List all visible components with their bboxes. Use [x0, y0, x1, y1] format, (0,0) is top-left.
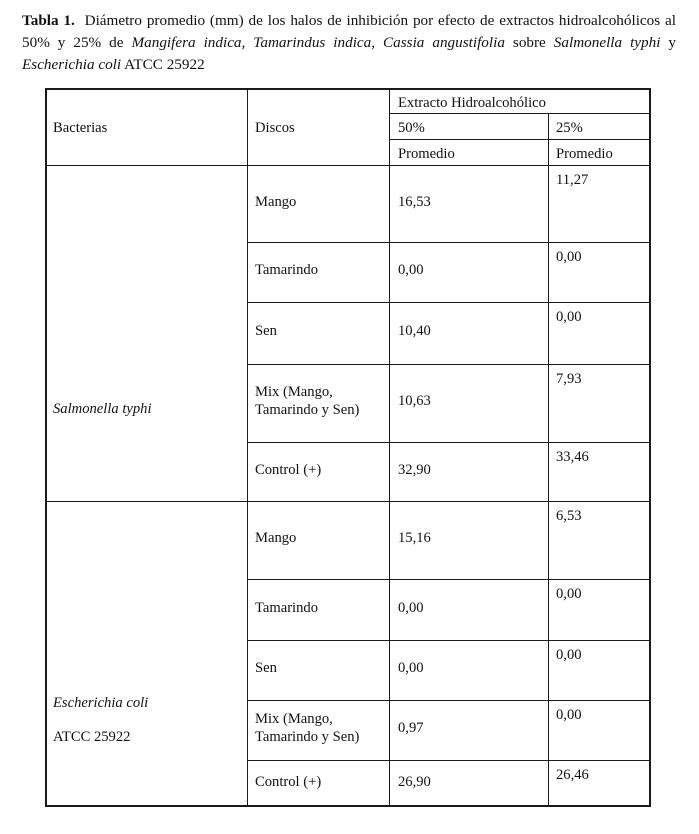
table-row-line — [247, 579, 651, 580]
table-row-line — [247, 442, 651, 443]
caption-sep-2: , — [371, 34, 384, 51]
header-conc-50: 50% — [398, 120, 425, 136]
value-25: 6,53 — [556, 508, 582, 524]
value-50: 32,90 — [398, 461, 431, 478]
header-promedio-25: Promedio — [556, 146, 613, 162]
bacteria-name: Salmonella typhi — [53, 401, 152, 418]
disco-label: Tamarindo — [255, 262, 319, 278]
caption-label: Tabla 1. — [22, 12, 75, 29]
disco-label: Sen — [255, 660, 277, 676]
table-border-top — [45, 88, 651, 90]
disco-label-line2: Tamarindo y Sen) — [255, 729, 360, 745]
disco-label-line2: Tamarindo y Sen) — [255, 402, 360, 418]
value-50: 10,63 — [398, 393, 431, 409]
data-table — [45, 88, 651, 807]
table-row-line — [247, 760, 651, 761]
value-50: 15,16 — [398, 530, 431, 546]
table-row-line — [247, 700, 651, 701]
header-promedio-50: Promedio — [398, 146, 455, 162]
value-25: 0,00 — [556, 309, 582, 325]
table-row-line — [247, 242, 651, 243]
table-border-bottom — [45, 805, 651, 807]
header-line-bottom — [45, 165, 651, 166]
value-25: 11,27 — [556, 172, 589, 188]
disco-label: Tamarindo — [255, 599, 319, 616]
value-25: 7,93 — [556, 371, 582, 387]
disco-label: Control (+) — [255, 461, 322, 478]
header-bacterias: Bacterias — [53, 120, 108, 136]
caption-sep-1: , — [241, 34, 254, 51]
table-caption — [22, 10, 676, 76]
disco-label: Control (+) — [255, 773, 322, 790]
table-border-left — [45, 88, 47, 807]
value-50: 10,40 — [398, 323, 431, 339]
header-discos: Discos — [255, 120, 295, 136]
caption-species-5: Escherichia coli — [22, 56, 122, 73]
value-50: 26,90 — [398, 773, 431, 790]
value-25: 0,00 — [556, 647, 582, 663]
value-25: 26,46 — [556, 767, 589, 783]
table-row-line — [247, 640, 651, 641]
disco-label: Mix (Mango, — [255, 384, 333, 400]
group-separator-line — [45, 501, 651, 502]
value-50: 0,97 — [398, 720, 424, 736]
column-line-25 — [548, 113, 549, 807]
disco-label: Mango — [255, 530, 297, 546]
header-line-conc — [389, 139, 651, 140]
value-50: 0,00 — [398, 599, 424, 616]
value-50: 0,00 — [398, 660, 424, 676]
table-row-line — [247, 302, 651, 303]
bacteria-name: Escherichia coli — [53, 694, 149, 711]
caption-text-1: Diámetro promedio (mm) de los halos de inhibición por efecto de extractos hidroalcohólicos al 50% y 25% de — [22, 12, 676, 51]
disco-label: Sen — [255, 323, 277, 339]
caption-text-4: ATCC 25922 — [121, 56, 205, 73]
caption-species-1: Mangifera indica — [131, 34, 242, 51]
value-25: 0,00 — [556, 586, 582, 602]
caption-species-3: Cassia angustifolia — [383, 34, 505, 51]
caption-text-3: y — [660, 34, 677, 51]
bacteria-strain: ATCC 25922 — [53, 728, 131, 745]
caption-species-2: Tamarindus indica — [253, 34, 372, 51]
value-50: 16,53 — [398, 193, 431, 210]
disco-label: Mango — [255, 193, 297, 210]
table-row-line — [247, 364, 651, 365]
header-extracto: Extracto Hidroalcohólico — [398, 95, 546, 111]
header-conc-25: 25% — [556, 120, 583, 136]
caption-species-4: Salmonella typhi — [553, 34, 661, 51]
header-line-extracto — [389, 113, 651, 114]
value-25: 33,46 — [556, 449, 589, 465]
value-50: 0,00 — [398, 262, 424, 278]
value-25: 0,00 — [556, 249, 582, 265]
caption-text-2: sobre — [504, 34, 554, 51]
disco-label: Mix (Mango, — [255, 711, 333, 727]
value-25: 0,00 — [556, 707, 582, 723]
